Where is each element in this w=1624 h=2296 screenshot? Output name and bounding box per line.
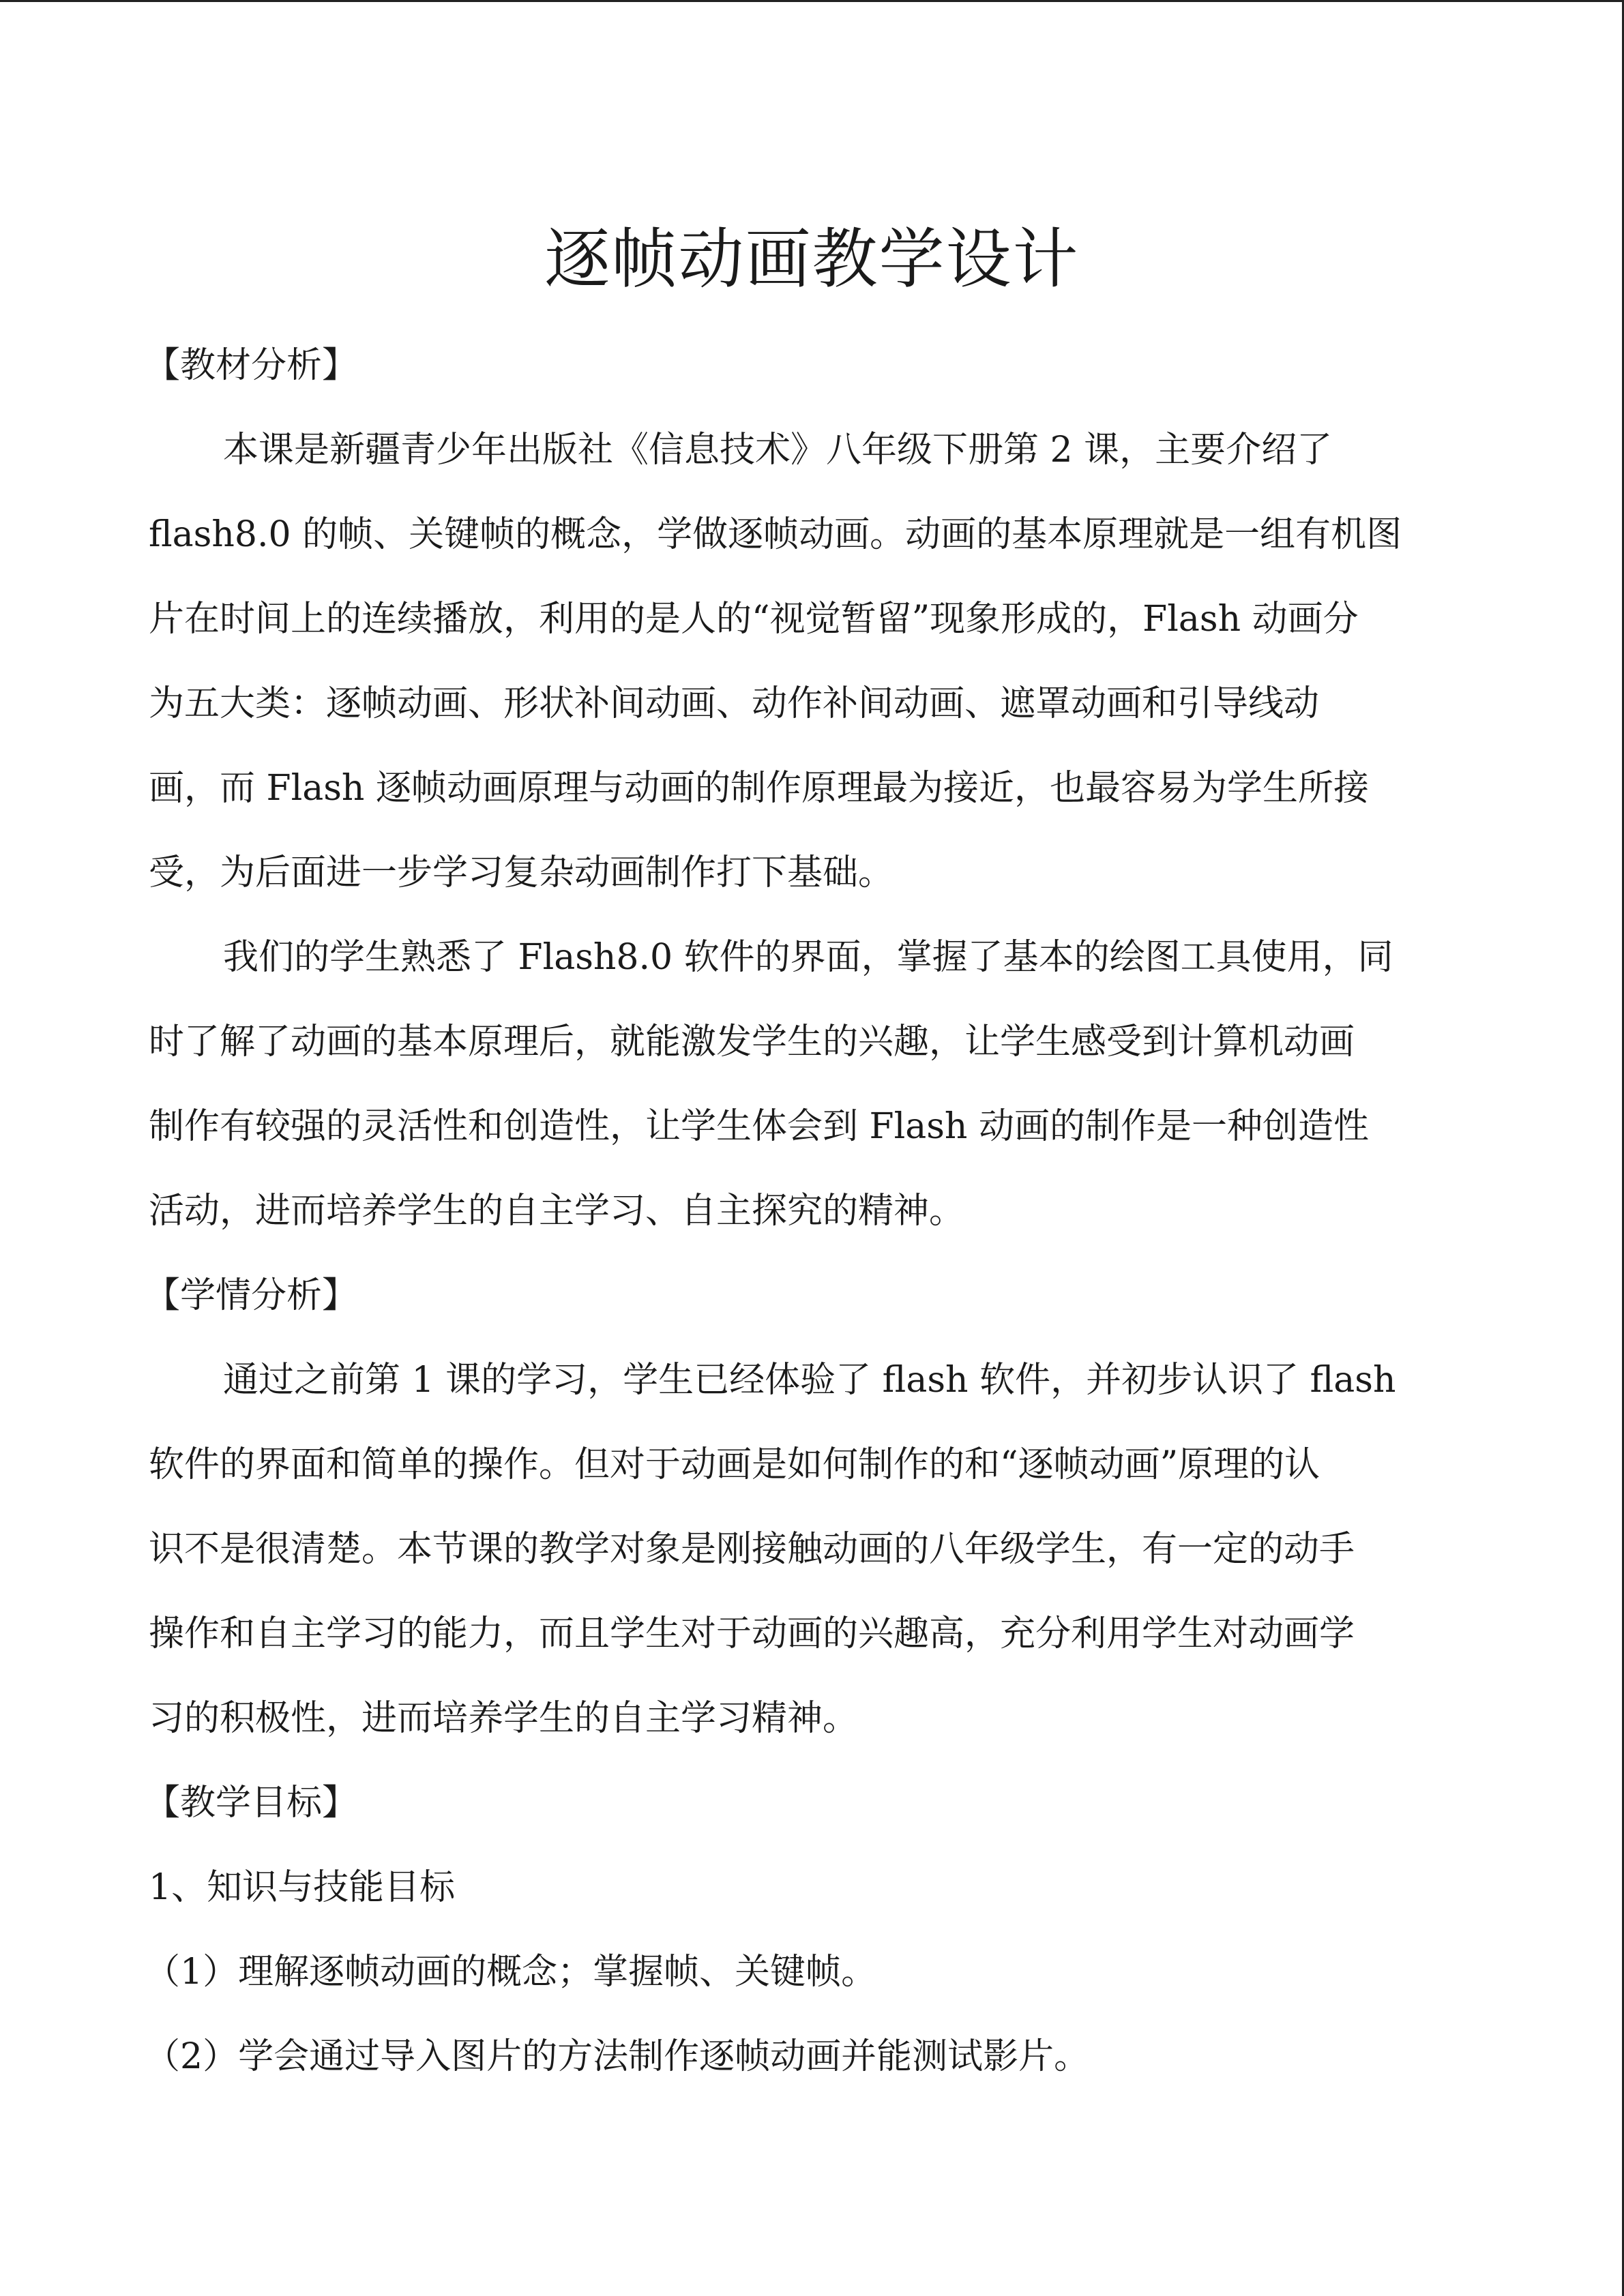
text-line: 识不是很清楚。本节课的教学对象是刚接触动画的八年级学生，有一定的动手 [149,1529,1355,1570]
text-line: 活动，进而培养学生的自主学习、自主探究的精神。 [149,1191,965,1232]
document-body [145,323,1486,2099]
text-line: 我们的学生熟悉了 Flash8.0 软件的界面，掌握了基本的绘图工具使用，同 [223,937,1393,978]
text-line: 习的积极性，进而培养学生的自主学习精神。 [149,1698,859,1739]
text-line: 操作和自主学习的能力，而且学生对于动画的兴趣高，充分利用学生对动画学 [149,1613,1355,1654]
subheading-knowledge-skills: 1、知识与技能目标 [149,1867,456,1908]
paragraph-material-analysis-1 [149,408,1486,915]
document-title: 逐帧动画教学设计 [544,221,1080,297]
text-line: 片在时间上的连续播放，利用的是人的“视觉暂留”现象形成的，Flash 动画分 [149,599,1359,640]
section-heading-student-analysis: 【学情分析】 [145,1275,358,1316]
text-line: 软件的界面和简单的操作。但对于动画是如何制作的和“逐帧动画”原理的认 [149,1444,1320,1485]
section-heading-teaching-goals: 【教学目标】 [145,1783,358,1823]
text-line: 通过之前第 1 课的学习，学生已经体验了 flash 软件，并初步认识了 flash [223,1360,1396,1401]
section-heading-material-analysis: 【教材分析】 [145,345,358,386]
text-line: 制作有较强的灵活性和创造性，让学生体会到 Flash 动画的制作是一种创造性 [149,1106,1369,1147]
text-line: 为五大类：逐帧动画、形状补间动画、动作补间动画、遮罩动画和引导线动 [149,683,1320,724]
text-line: 本课是新疆青少年出版社《信息技术》八年级下册第 2 课，主要介绍了 [223,430,1333,471]
paragraph-student-analysis-1 [149,1338,1486,1761]
paragraph-material-analysis-2 [149,915,1486,1253]
text-line: flash8.0 的帧、关键帧的概念，学做逐帧动画。动画的基本原理就是一组有机图 [149,514,1402,555]
page-border-top [0,0,1624,2]
goal-item: （2）学会通过导入图片的方法制作逐帧动画并能测试影片。 [145,2036,1090,2077]
goal-item: （1）理解逐帧动画的概念；掌握帧、关键帧。 [145,1952,877,1993]
text-line: 受，为后面进一步学习复杂动画制作打下基础。 [149,852,894,893]
text-line: 画，而 Flash 逐帧动画原理与动画的制作原理最为接近，也最容易为学生所接 [149,768,1369,809]
text-line: 时了解了动画的基本原理后，就能激发学生的兴趣，让学生感受到计算机动画 [149,1022,1355,1062]
